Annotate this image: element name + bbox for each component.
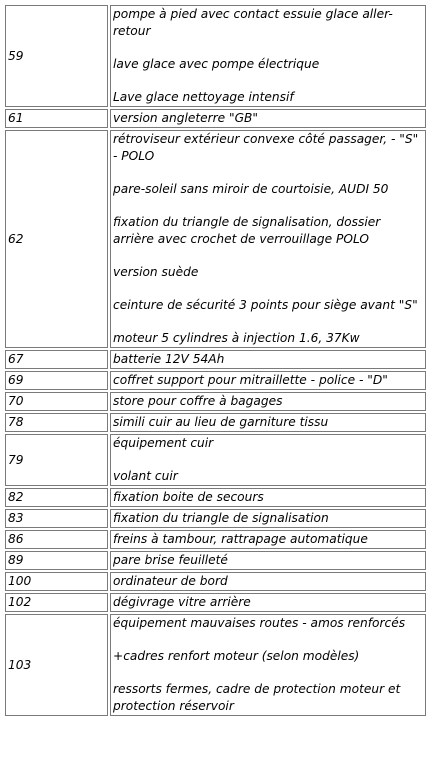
option-description-line: version suède bbox=[113, 265, 199, 279]
option-description-line: Lave glace nettoyage intensif bbox=[113, 90, 294, 104]
option-description-line: moteur 5 cylindres à injection 1.6, 37Kw bbox=[113, 331, 360, 345]
option-description-line: ceinture de sécurité 3 points pour siège avant "S" bbox=[113, 298, 418, 312]
table-row bbox=[5, 434, 426, 486]
option-description-line: volant cuir bbox=[113, 469, 178, 483]
option-code-cell: 62 bbox=[5, 130, 108, 348]
option-description-line: pompe à pied avec contact essuie glace aller-retour bbox=[113, 7, 393, 38]
option-description-line: simili cuir au lieu de garniture tissu bbox=[113, 415, 329, 429]
option-description-line: +cadres renfort moteur (selon modèles) bbox=[113, 649, 360, 663]
option-description-line: pare brise feuilleté bbox=[113, 553, 228, 567]
option-code-cell: 79 bbox=[5, 434, 108, 486]
option-description-line: équipement cuir bbox=[113, 436, 214, 450]
option-code-cell: 100 bbox=[5, 572, 108, 591]
option-description-cell bbox=[110, 593, 426, 612]
option-description-line: pare-soleil sans miroir de courtoisie, AUDI 50 bbox=[113, 182, 389, 196]
option-description-line: équipement mauvaises routes - amos renforcés bbox=[113, 616, 406, 630]
option-code-cell: 103 bbox=[5, 614, 108, 716]
table-row bbox=[5, 614, 426, 716]
option-description-line: coffret support pour mitraillette - police - "D" bbox=[113, 373, 388, 387]
option-description-cell bbox=[110, 530, 426, 549]
option-description-line: freins à tambour, rattrapage automatique bbox=[113, 532, 368, 546]
table-row bbox=[5, 350, 426, 369]
table-row bbox=[5, 488, 426, 507]
option-description-line: rétroviseur extérieur convexe côté passager, - "S" - POLO bbox=[113, 132, 419, 163]
option-description-line: ordinateur de bord bbox=[113, 574, 228, 588]
option-description-cell bbox=[110, 5, 426, 107]
option-description-cell bbox=[110, 572, 426, 591]
table-row bbox=[5, 392, 426, 411]
option-codes-body bbox=[5, 5, 426, 716]
option-code-cell: 89 bbox=[5, 551, 108, 570]
option-description-line: dégivrage vitre arrière bbox=[113, 595, 251, 609]
option-description-line: lave glace avec pompe électrique bbox=[113, 57, 320, 71]
option-code-cell: 102 bbox=[5, 593, 108, 612]
option-description-line: batterie 12V 54Ah bbox=[113, 352, 225, 366]
table-row bbox=[5, 509, 426, 528]
table-row bbox=[5, 5, 426, 107]
option-description-line: fixation du triangle de signalisation, dossier arrière avec crochet de verrouillage POLO bbox=[113, 215, 381, 246]
option-description-cell bbox=[110, 109, 426, 128]
option-code-cell: 59 bbox=[5, 5, 108, 107]
option-codes-table bbox=[3, 3, 428, 718]
option-code-cell: 67 bbox=[5, 350, 108, 369]
table-row bbox=[5, 530, 426, 549]
option-description-cell bbox=[110, 434, 426, 486]
table-row bbox=[5, 593, 426, 612]
option-description-cell bbox=[110, 614, 426, 716]
option-description-cell bbox=[110, 371, 426, 390]
option-description-cell bbox=[110, 392, 426, 411]
option-code-cell: 86 bbox=[5, 530, 108, 549]
option-code-cell: 70 bbox=[5, 392, 108, 411]
option-description-line: fixation boite de secours bbox=[113, 490, 264, 504]
option-description-cell bbox=[110, 551, 426, 570]
table-row bbox=[5, 413, 426, 432]
option-code-cell: 61 bbox=[5, 109, 108, 128]
option-code-cell: 82 bbox=[5, 488, 108, 507]
option-code-cell: 83 bbox=[5, 509, 108, 528]
option-description-line: ressorts fermes, cadre de protection moteur et protection réservoir bbox=[113, 682, 401, 713]
option-description-line: store pour coffre à bagages bbox=[113, 394, 283, 408]
option-description-cell bbox=[110, 350, 426, 369]
option-description-line: version angleterre "GB" bbox=[113, 111, 259, 125]
option-code-cell: 69 bbox=[5, 371, 108, 390]
option-description-line: fixation du triangle de signalisation bbox=[113, 511, 329, 525]
table-row bbox=[5, 371, 426, 390]
option-description-cell bbox=[110, 509, 426, 528]
table-row bbox=[5, 130, 426, 348]
table-row bbox=[5, 109, 426, 128]
option-description-cell bbox=[110, 130, 426, 348]
table-row bbox=[5, 551, 426, 570]
option-description-cell bbox=[110, 413, 426, 432]
option-description-cell bbox=[110, 488, 426, 507]
table-row bbox=[5, 572, 426, 591]
option-code-cell: 78 bbox=[5, 413, 108, 432]
